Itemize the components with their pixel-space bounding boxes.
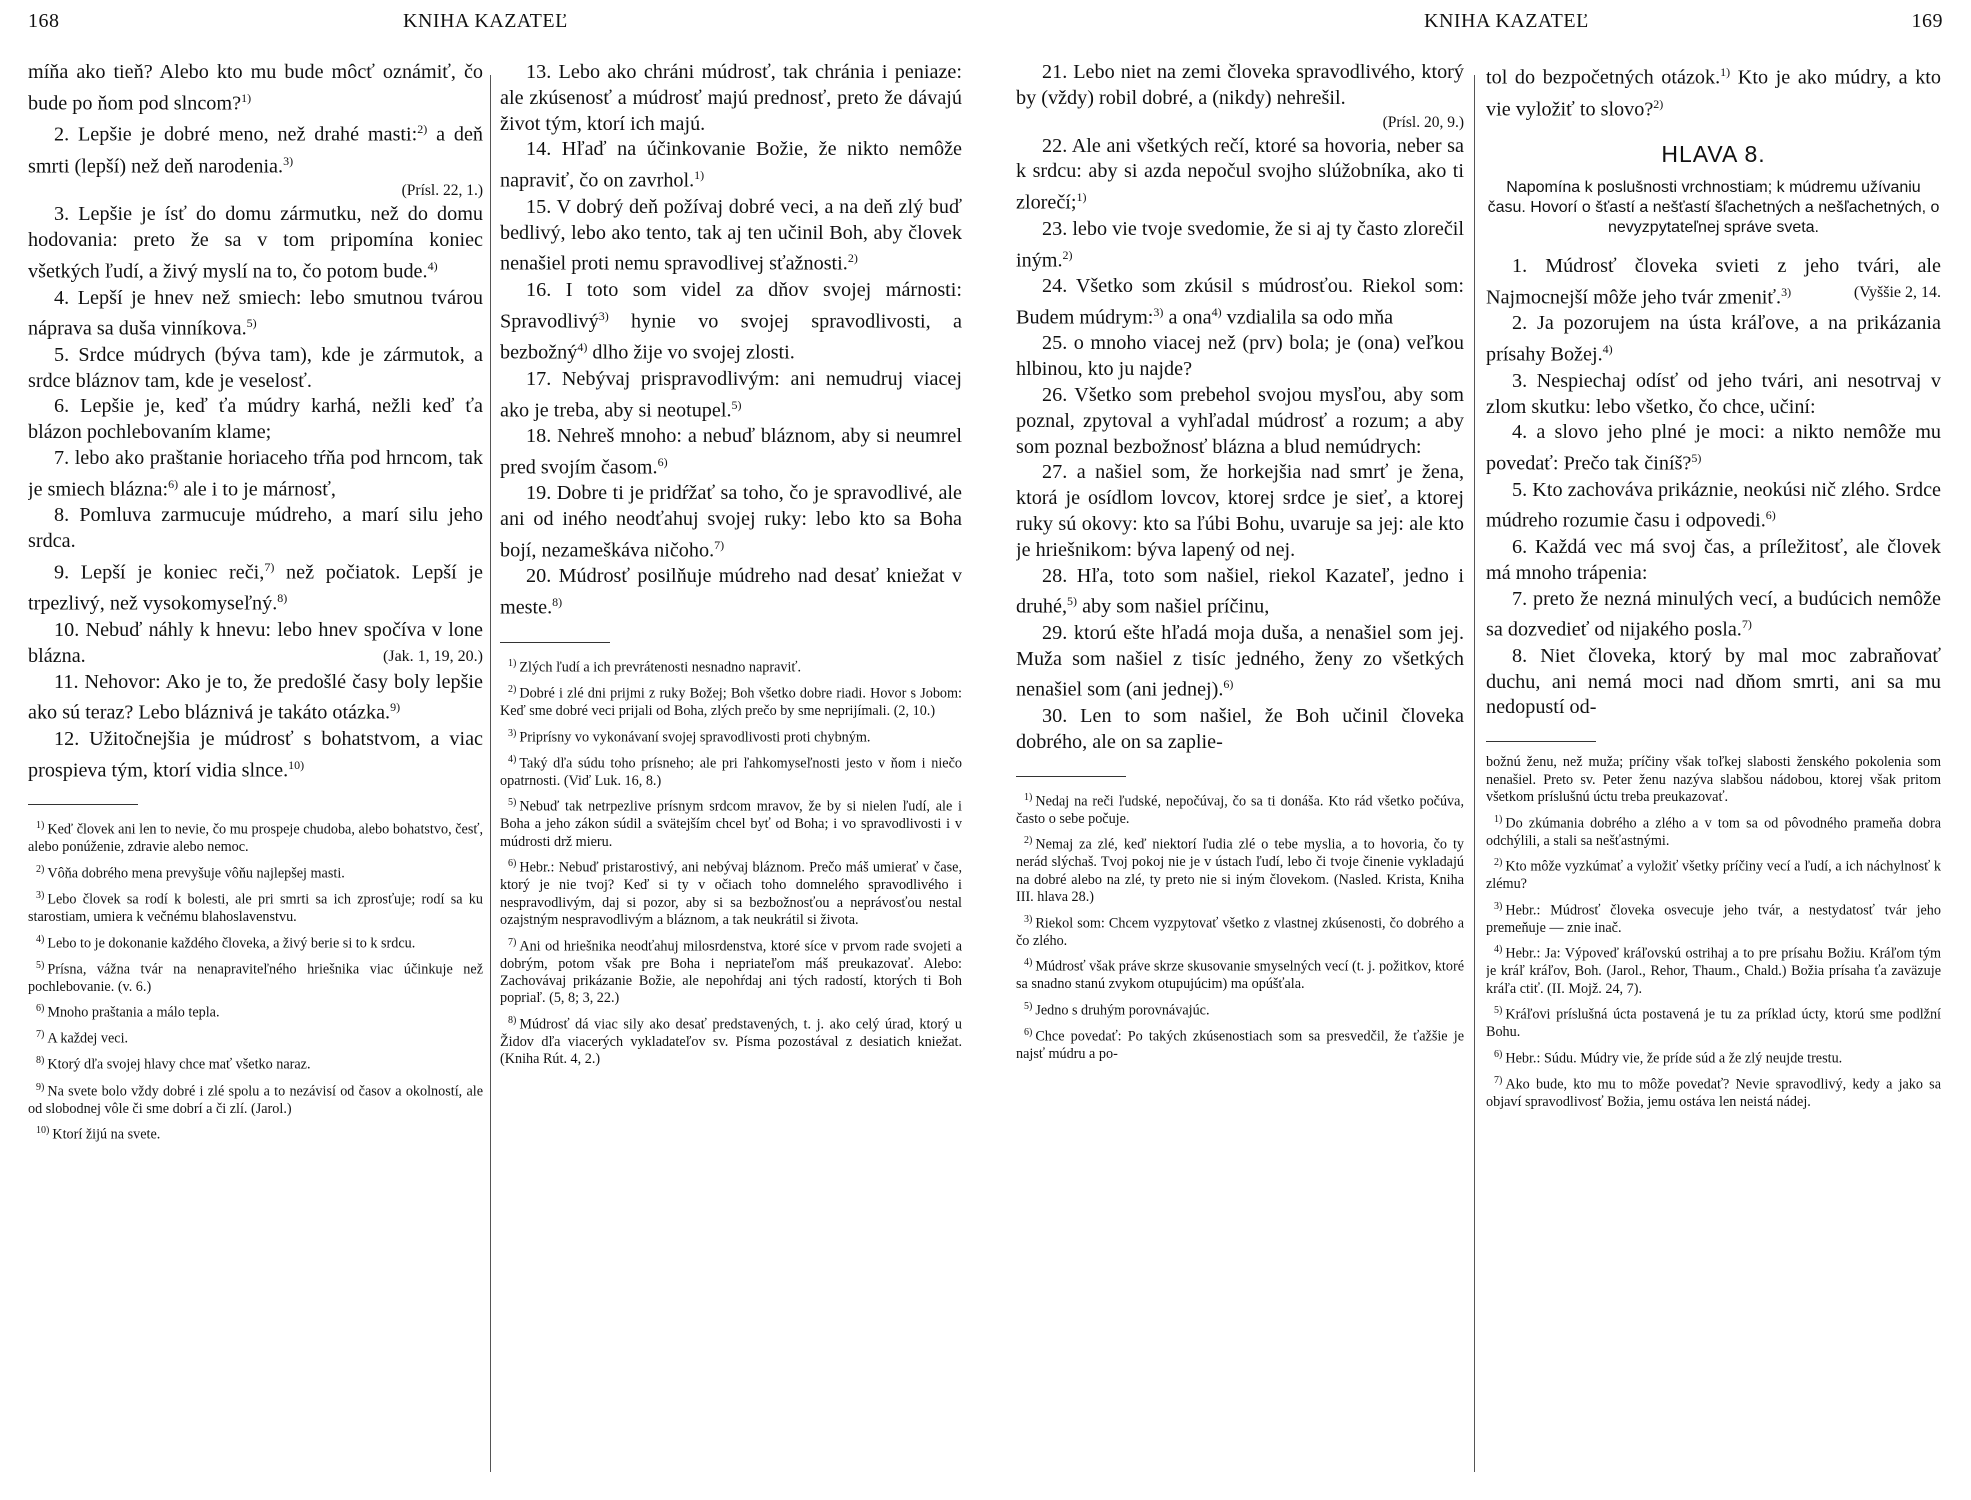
text-column (500, 60, 962, 1480)
footnote-text: Chce povedať: Po takých zkúsenostiach som sa presvedčil, že ťažšie je najsť múdru a po- (1016, 1028, 1464, 1062)
footnote (28, 1052, 483, 1074)
footnote-divider (28, 804, 138, 805)
verse-text: 3. Nespiechaj odísť od jeho tvári, ani nesotrvaj v zlom skutku: lebo všetko, čo chce, učiní: (1486, 369, 1941, 418)
verse-text: 4. Lepší je hnev než smiech: lebo smutnou tvárou náprava sa duša vinníkova. (28, 286, 483, 341)
verse (1486, 644, 1941, 721)
footnote-text: Nedaj na reči ľudské, nepočúvaj, čo sa ti donáša. Kto rád všetko počúva, často o sebe počuje. (1016, 793, 1464, 827)
footnote-marker: 2) (417, 122, 428, 137)
footnote (1016, 832, 1464, 906)
footnote-text: božnú ženu, než muža; príčiny však toľkej slabosti ženského pokolenia som nenašiel. Preto sv. Peter ženu nazýva slabšou nádobou, ktorej však pritom všetkom príslušnú úctu treba preukazovať. (1486, 754, 1941, 806)
footnote-marker: 1) (1024, 791, 1033, 803)
verse (28, 394, 483, 446)
footnote-marker: 10) (288, 757, 305, 772)
running-title: KNIHA KAZATEĽ (1424, 10, 1589, 32)
verse-text: 11. Nehovor: Ako je to, že predošlé časy boly lepšie ako sú teraz? Lebo bláznivá je takáto otázka. (28, 670, 483, 725)
footnote (1016, 789, 1464, 829)
verse (1016, 621, 1464, 704)
verse (28, 503, 483, 555)
footnote-marker: 6) (657, 454, 668, 469)
verse (1486, 420, 1941, 477)
verse-text: 9. Lepší je koniec reči, (54, 561, 265, 584)
footnote-text: Keď človek ani len to nevie, čo mu prospeje chudoba, alebo bohatstvo, česť, alebo ponúženie, zdravie alebo nemoc. (28, 822, 483, 856)
footnote-marker: 4) (508, 753, 517, 765)
footnote-marker: 3) (1781, 284, 1792, 299)
footnote-marker: 5) (1494, 1005, 1503, 1017)
footnote-text: Lebo človek sa rodí k bolesti, ale pri smrti sa ich zprosťuje; rodí sa ku starostiam, umiera k večnému blahoslavenstvu. (28, 891, 483, 926)
footnote-marker: 8) (277, 591, 288, 606)
verse-text: 2. Lepšie je dobré meno, než drahé masti: (54, 124, 418, 147)
footnote (1486, 754, 1941, 806)
scripture-reference: (Jak. 1, 19, 20.) (383, 647, 483, 665)
footnote-marker: 9) (390, 700, 401, 715)
right-page (986, 0, 1971, 1500)
footnote-marker: 5) (246, 316, 257, 331)
footnote-text: Múdrosť však práve skrze skusovanie smyselných vecí (t. j. požitkov, ktoré sa snadno stanú zvykom otupujúcim) ma opúšťala. (1016, 958, 1464, 993)
footnote-marker: 1) (1720, 65, 1731, 79)
footnote-text: Kto môže vyzkúmať a vyložiť všetky príčiny vecí a ľudí, a ich náchylnosť k zlému? (1486, 858, 1941, 893)
footnote-marker: 3) (508, 727, 517, 739)
footnote (1016, 911, 1464, 951)
footnote (500, 794, 962, 851)
verse (500, 564, 962, 621)
verse-text: 25. o mnoho viacej než (prv) bola; je (ona) veľkou hlbinou, kto ju najde? (1016, 332, 1464, 381)
verse (28, 343, 483, 395)
footnote (500, 751, 962, 791)
text-column (1486, 60, 1941, 1480)
verse (1486, 60, 1941, 123)
footnote-text: Riekol som: Chcem vyzpytovať všetko z vlastnej zkúsenosti, čo dobrého a čo zlého. (1016, 915, 1464, 949)
footnote-marker: 1) (508, 657, 517, 669)
footnote-marker: 8) (508, 1014, 517, 1026)
footnote-text: Ako bude, kto mu to môže povedať? Nevie spravodlivý, kedy a jako sa objaví spravodlivosť Božia, jemu ostáva len neistá nádej. (1486, 1076, 1941, 1110)
verse (500, 481, 962, 564)
footnote-divider (500, 642, 610, 643)
verse-text: 23. lebo vie tvoje svedomie, že si aj ty často zlorečil iným. (1016, 217, 1464, 272)
footnote-marker: 7) (36, 1029, 45, 1041)
footnote-marker: 6) (168, 476, 179, 491)
footnote-text: Nemaj za zlé, keď niektorí ľudia zlé o tebe myslia, a to hovoria, čo ty nerád slýchaš. Tvoj pokoj nie je v ústach ľudí, lebo či tvoje činenie vykladajú na dobré alebo na zlé, ty preto nie si iným človekom. (Nasled. Krista, Kniha III. hlava 28.) (1016, 836, 1464, 906)
verse-text: dlho žije vo svojej zlosti. (587, 341, 795, 364)
footnote-marker: 1) (241, 90, 252, 105)
verse (28, 60, 483, 117)
verse (28, 727, 483, 784)
verse (28, 117, 483, 180)
footnote-marker: 8) (36, 1055, 45, 1067)
footnote (1486, 1002, 1941, 1042)
footnote-marker: 4) (1602, 342, 1613, 357)
footnote (28, 1000, 483, 1022)
footnote-marker: 7) (714, 537, 725, 552)
footnote-marker: 6) (1765, 508, 1776, 523)
footnote-text: Dobré i zlé dni prijmi z ruky Božej; Boh všetko dobre riadi. Hovor s Jobom: Keď sme dobré veci prijali od Boha, zlých prečo by sme neprijímali. (2, 10.) (500, 685, 962, 720)
footnote-text: Zlých ľudí a ich prevrátenosti nesnadno napraviť. (519, 659, 802, 676)
footnote-text: Ani od hriešnika neodťahuj milosrdenstva, ktoré síce v prvom rade svojeti a dobrým, potom však pre Boha i nepriateľom máš preukazovať. Alebo: Zachovávaj prikázanie Božie, ale nepohŕdaj ani tých radostí, ktorých ti Boh popriaľ. (5, 8; 3, 22.) (500, 938, 962, 1007)
running-title: KNIHA KAZATEĽ (403, 10, 568, 32)
footnote-marker: 6) (1494, 1048, 1503, 1060)
verse-text: a ona (1163, 306, 1212, 329)
footnote-text: Vôňa dobrého mena prevyšuje vôňu najlepšej masti. (47, 865, 345, 882)
footnote-marker: 4) (577, 340, 588, 355)
verse-text: 17. Nebývaj prispravodlivým: ani nemudruj viacej ako je treba, aby si neotupel. (500, 367, 962, 422)
verse-text: 7. preto že nezná minulých vecí, a budúcich nemôže sa dozvedieť od nijakého posla. (1486, 587, 1941, 642)
footnote-text: Hebr.: Nebuď pristarostivý, ani nebývaj bláznom. Prečo máš umierať v čase, ktorý je nie tvoj? Keď si ty v očiach toho domnelého spravodlivého i nespravodlivým, daj si pozor, aby si sa bezbožnosťou a neprávosťou nestal ozajstným nespravodlivým a bláznom, a tak neukrátil si života. (500, 859, 962, 929)
footnote-text: Prísna, vážna tvár na nenapraviteľného hriešnika viac účinkuje než pochlebovanie. (v. 6.) (28, 961, 483, 995)
column-divider (1474, 75, 1475, 1472)
footnote-marker: 1) (1076, 190, 1087, 205)
left-page (0, 0, 985, 1500)
footnote-marker: 3) (283, 153, 294, 168)
footnote-marker: 6) (36, 1003, 45, 1015)
page-header (28, 10, 957, 38)
footnote-marker: 6) (508, 858, 517, 870)
verse-text: Kto je ako múdry, a kto vie vyložiť to slovo? (1486, 66, 1941, 121)
footnote-marker: 3) (1153, 304, 1164, 319)
footnote-text: Hebr.: Súdu. Múdry vie, že príde súd a že zlý neujde trestu. (1505, 1050, 1843, 1067)
footnote (28, 861, 483, 883)
verse (500, 195, 962, 278)
verse-text: 10. Nebuď náhly k hnevu: lebo hnev spočíva v lone blázna. (28, 619, 483, 667)
footnote-divider (1486, 741, 1596, 742)
verse-text: 8. Pomluva zarmucuje múdreho, a marí silu jeho srdca. (28, 504, 483, 553)
footnote-marker: 2) (847, 251, 858, 266)
footnote-marker: 2) (36, 863, 45, 875)
footnote-marker: 7) (508, 936, 517, 948)
footnote-marker: 3) (36, 889, 45, 901)
footnote (28, 1122, 483, 1144)
footnote-marker: 4) (427, 258, 438, 273)
footnote-marker: 2) (1024, 835, 1033, 847)
verse-text: 19. Dobre ti je pridŕžať sa toho, čo je spravodlivé, ale ani od iného neodťahuj svojej ruky: lebo kto sa Boha bojí, nezameškáva ničoho. (500, 482, 962, 562)
footnote-marker: 7) (1741, 617, 1752, 632)
verse (1016, 274, 1464, 331)
footnote-marker: 5) (1067, 594, 1078, 609)
scripture-reference: (Vyššie 2, 14. (1853, 283, 1941, 301)
verse (1486, 587, 1941, 644)
footnote-marker: 4) (36, 933, 45, 945)
verse-text: 24. Všetko som zkúsil s múdrosťou. Riekol som: Budem múdrym: (1016, 275, 1464, 329)
footnote-divider (1016, 776, 1126, 777)
footnote (1486, 941, 1941, 998)
verse (1016, 564, 1464, 621)
verse-text: 22. Ale ani všetkých rečí, ktoré sa hovoria, neber sa k srdcu: aby si azda nepočul svojho slúžobníka, ako ti zlorečí; (1016, 134, 1464, 214)
footnote-text: Priprísny vo vykonávaní svojej spravodlivosti proti chybným. (519, 729, 871, 746)
verse-text: 6. Každá vec má svoj čas, a príležitosť, ale človek má mnoho trápenia: (1486, 535, 1941, 584)
verse (1016, 460, 1464, 563)
verse-text: 21. Lebo niet na zemi človeka spravodlivého, ktorý by (vždy) robil dobré, a (nikdy) nehrešil. (1016, 61, 1464, 109)
verse-text: než počiatok. Lepší je trpezlivý, než vysokomyseľný. (28, 561, 483, 616)
footnote-marker: 5) (508, 797, 517, 809)
verse (1016, 217, 1464, 274)
scripture-reference: (Prísl. 22, 1.) (401, 182, 483, 200)
footnote-marker: 2) (1494, 857, 1503, 869)
column-divider (490, 75, 491, 1472)
footnote-text: Jedno s druhým porovnávajúc. (1035, 1002, 1210, 1019)
footnote (500, 934, 962, 1008)
footnote-marker: 5) (36, 959, 45, 971)
footnote-marker: 8) (552, 595, 563, 610)
footnote (28, 1079, 483, 1119)
verse-text: 14. Hľaď na účinkovanie Božie, že nikto nemôže napraviť, čo on zavrhol. (500, 138, 962, 192)
footnote-marker: 7) (1494, 1074, 1503, 1086)
verse-text: 3. Lepšie je ísť do domu zármutku, než do domu hodovania: preto že sa v tom pripomína koniec všetkých ľudí, a živý myslí na to, čo potom bude. (28, 203, 483, 283)
verse (1486, 254, 1941, 311)
verse-text: aby som našiel príčinu, (1077, 596, 1270, 619)
verse-text: 16. I toto som videl za dňov svojej márnosti: Spravodlivý (500, 278, 962, 333)
verse-text: 5. Kto zachováva prikáznie, neokúsi nič zlého. Srdce múdreho rozumie času i odpovedi. (1486, 478, 1941, 533)
footnote-marker: 7) (264, 559, 275, 574)
verse (500, 367, 962, 424)
verse-text: 20. Múdrosť posilňuje múdreho nad desať kniežat v meste. (500, 565, 962, 620)
verse-text: 30. Len to som našiel, že Boh učinil človeka dobrého, ale on sa zaplie- (1016, 705, 1464, 753)
footnote-marker: 6) (1223, 677, 1234, 692)
verse-text: 29. ktorú ešte hľadá moja duša, a nenašiel som jej. Muža som našiel z tisíc jedného, ženy zo všetkých nenašiel som (ani jednej). (1016, 621, 1464, 702)
verse (1016, 704, 1464, 756)
footnote (1016, 998, 1464, 1020)
footnote (28, 887, 483, 927)
footnote-marker: 2) (1062, 247, 1073, 262)
footnote (28, 957, 483, 997)
verse-text: 27. a našiel som, že horkejšia nad smrť je žena, ktorá je osídlom lovcov, ktorej srdce je sieť, a ktorej ruky sú okovy: kto sa ľúbi Bohu, uvaruje sa jej: ale kto je hriešnikom: býva lapený od nej. (1016, 461, 1464, 561)
footnote-text: Mnoho praštania a málo tepla. (47, 1004, 220, 1021)
verse (28, 446, 483, 503)
footnote-marker: 3) (1494, 900, 1503, 912)
verse-text: 4. a slovo jeho plné je moci: a nikto nemôže mu povedať: Prečo tak činíš? (1486, 421, 1941, 475)
footnote-marker: 2) (508, 683, 517, 695)
footnote-marker: 3) (1024, 913, 1033, 925)
verse-text: 13. Lebo ako chráni múdrosť, tak chránia i peniaze: ale zkúsenosť a múdrosť majú prednosť, preto že dávajú život tým, ktorí ich majú. (500, 61, 962, 135)
verse (1486, 311, 1941, 368)
footnote-marker: 1) (1494, 813, 1503, 825)
verse (28, 202, 483, 285)
footnote (1016, 1024, 1464, 1064)
footnote (500, 855, 962, 929)
page-header (1014, 10, 1943, 38)
footnote (500, 681, 962, 721)
verse (1016, 383, 1464, 460)
footnote-marker: 5) (1691, 451, 1702, 466)
footnote (1486, 1072, 1941, 1112)
verse-text: 7. lebo ako praštanie horiaceho tŕňa pod hrncom, tak je smiech blázna: (28, 447, 483, 501)
verse (28, 286, 483, 343)
footnote-text: Múdrosť dá viac sily ako desať predstavených, t. j. ako celý úrad, ktorý u Židov dľa viacerých vykladateľov sv. Písma pozostával z desiatich kniežat. (Kniha Rút. 4, 2.) (500, 1016, 962, 1068)
verse (1486, 369, 1941, 421)
verse (1486, 478, 1941, 535)
footnote-text: Nebuď tak netrpezlive prísnym srdcom mravov, že by si nielen ľudí, ale i Boha a jeho zákon súdil a svätejším chcel byť od Boha; i vo spravodlivosti i v múdrosti drž mieru. (500, 798, 962, 850)
verse (28, 670, 483, 727)
verse-text: 2. Ja pozorujem na ústa kráľove, a na prikázania prísahy Božej. (1486, 312, 1941, 366)
footnote-text: Lebo to je dokonanie každého človeka, a živý berie si to k srdcu. (47, 935, 416, 952)
text-column (28, 60, 483, 1480)
verse-text: 15. V dobrý deň požívaj dobré veci, a na deň zlý buď bedlivý, lebo ako tento, tak aj ten učinil Boh, aby človek nenašiel proti nemu spravodlivej sťažnosti. (500, 195, 962, 276)
footnote (500, 1012, 962, 1069)
verse (1016, 134, 1464, 217)
verse-text: hynie vo svojej spravodlivosti, a bezbožný (500, 310, 962, 364)
verse (28, 555, 483, 618)
footnote-text: Ktorí žijú na svete. (52, 1126, 161, 1143)
footnote (28, 817, 483, 857)
verse-text: míňa ako tieň? Alebo kto mu bude môcť oznámiť, čo bude po ňom pod slncom? (28, 61, 483, 115)
footnote-text: Hebr.: Múdrosť človeka osvecuje jeho tvár, a nestydatosť tvár jeho premeňuje — znie inač. (1486, 902, 1941, 936)
verse-text: 1. Múdrosť človeka svieti z jeho tvári, ale Najmocnejší môže jeho tvár zmeniť. (1486, 255, 1941, 309)
verse (500, 278, 962, 367)
page-number: 169 (1911, 10, 1943, 32)
footnote-marker: 6) (1024, 1026, 1033, 1038)
page-number: 168 (28, 10, 60, 32)
verse-text: 28. Hľa, toto som našiel, riekol Kazateľ, jedno i druhé, (1016, 564, 1464, 619)
footnote (1486, 1046, 1941, 1068)
verse (1016, 331, 1464, 383)
footnote (1486, 898, 1941, 938)
verse-text: 18. Nehreš mnoho: a nebuď bláznom, aby si neumrel pred svojím časom. (500, 425, 962, 479)
verse-text: ale i to je márnosť, (178, 478, 336, 501)
footnote-marker: 1) (36, 820, 45, 832)
verse (1016, 60, 1464, 112)
verse-text: a deň smrti (lepší) než deň narodenia. (28, 124, 483, 178)
footnote-text: Do zkúmania dobrého a zlého a v tom sa od pôvodného prameňa dobra odchýlili, a stali sa nešťastnými. (1486, 815, 1941, 849)
footnote (1486, 811, 1941, 851)
footnote (500, 655, 962, 677)
footnote-marker: 5) (1024, 1000, 1033, 1012)
verse-text: 8. Niet človeka, ktorý by mal moc zabraňovať duchu, ani nemá moci nad dňom smrti, ani sa mu nedopustí od- (1486, 644, 1941, 719)
chapter-title: HLAVA 8. (1661, 141, 1766, 168)
verse-text: vzdialila sa odo mňa (1221, 306, 1394, 329)
verse-text: 6. Lepšie je, keď ťa múdry karhá, nežli keď ťa blázon pochlebovaním klame; (28, 395, 483, 444)
footnote-text: Hebr.: Ja: Výpoveď kráľovskú ostrihaj a to pre prísahu Božiu. Kráľom tým je kráľ kráľov, Boh. (Jarol., Rehor, Thaum., Chald.) Božia prísaha ťa zaväzuje kráľa ctiť. (II. Mojž. 24, 7). (1486, 945, 1941, 997)
footnote-text: A každej veci. (47, 1031, 129, 1048)
footnote-marker: 3) (598, 308, 609, 323)
footnote-marker: 1) (694, 168, 705, 183)
footnote (1016, 954, 1464, 994)
verse-text: 12. Užitočnejšia je múdrosť s bohatstvom, a viac prospieva tým, ktorí vidia slnce. (28, 727, 483, 782)
verse-text: tol do bezpočetných otázok. (1486, 66, 1721, 89)
verse (500, 424, 962, 481)
footnote-text: Na svete bolo vždy dobré i zlé spolu a to nezávisí od časov a okolností, ale od slobodnej vôle či sme dobrí a či zlí. (Jarol.) (28, 1083, 483, 1117)
footnote (500, 725, 962, 747)
verse-text: 26. Všetko som prebehol svojou mysľou, aby som poznal, zpytoval a vyhľadal múdrosť a rozum; a aby som poznal bezbožnosť blázna a blud nemúdrych: (1016, 383, 1464, 458)
verse-text: 5. Srdce múdrych (býva tam), kde je zármutok, a srdce bláznov tam, kde je veselosť. (28, 343, 483, 392)
footnote-marker: 4) (1024, 957, 1033, 969)
text-column (1016, 60, 1464, 1480)
footnote-marker: 4) (1494, 944, 1503, 956)
footnote (1486, 854, 1941, 894)
footnote-text: Taký dľa súdu toho prísneho; ale pri ľahkomyseľnosti jesto v ňom i niečo opatrnosti. (Viď Luk. 16, 8.) (500, 755, 962, 789)
verse (1486, 535, 1941, 587)
footnote-marker: 10) (36, 1125, 50, 1137)
footnote-marker: 4) (1211, 304, 1222, 319)
verse (500, 60, 962, 137)
footnote-text: Ktorý dľa svojej hlavy chce mať všetko naraz. (47, 1057, 311, 1074)
scripture-reference: (Prísl. 20, 9.) (1382, 113, 1464, 131)
footnote-marker: 2) (1653, 96, 1664, 111)
footnote (28, 1026, 483, 1048)
footnote (28, 931, 483, 953)
footnote-text: Kráľovi príslušná úcta postavená je tu za príklad úcty, ktorú sme podlžní Bohu. (1486, 1006, 1941, 1041)
footnote-marker: 5) (731, 397, 742, 412)
verse (500, 137, 962, 194)
verse (28, 618, 483, 670)
chapter-summary: Napomína k poslušnosti vrchnostiam; k múdremu užívaniu času. Hovorí o šťastí a nešťastí šľachetných a nešľachetných, o nevyzpytateľnej správe sveta. (1487, 179, 1940, 237)
footnote-marker: 9) (36, 1081, 45, 1093)
